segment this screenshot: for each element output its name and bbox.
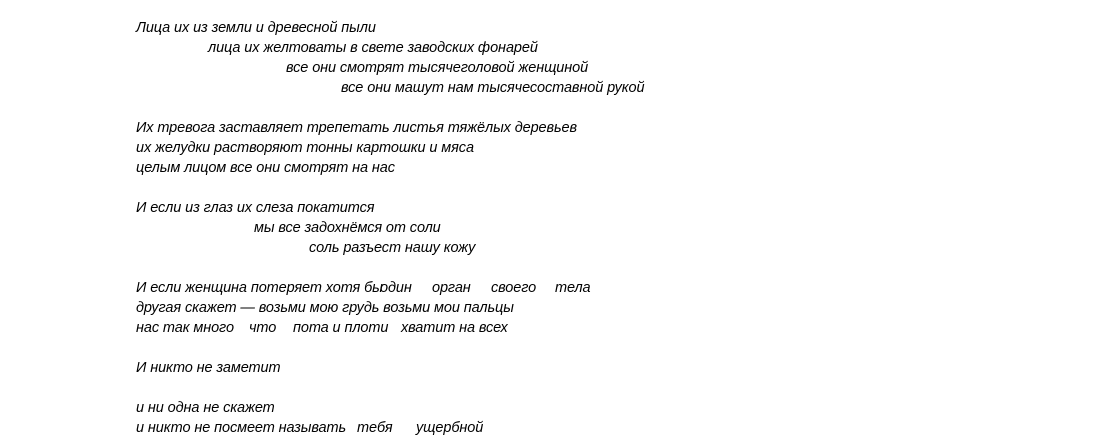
poem-line: Их тревога заставляет трепетать листья тяжёлых деревьев (136, 120, 577, 136)
poem-word: пота и плоти (293, 320, 389, 336)
poem-line: целым лицом все они смотрят на нас (136, 160, 395, 176)
poem-word: орган (432, 280, 471, 296)
poem-line: лица их желтоваты в свете заводских фонарей (208, 40, 538, 56)
poem-line: И никто не заметит (136, 360, 281, 376)
poem-line: и никто не посмеет называть (136, 420, 346, 436)
poem-line: другая скажет — возьми мою грудь возьми мои пальцы (136, 300, 514, 316)
poem-line: все они смотрят тысячеголовой женщиной (286, 60, 589, 76)
poem-word: один (380, 280, 412, 296)
poem-line: их желудки растворяют тонны картошки и мяса (136, 140, 474, 156)
poem-line: мы все задохнёмся от соли (254, 220, 441, 236)
poem-line: нас так много (136, 320, 234, 336)
poem-line: и ни одна не скажет (136, 400, 275, 416)
poem-word: хватит на всех (401, 320, 508, 336)
poem-word: что (249, 320, 277, 336)
poem-word: тебя (357, 420, 393, 436)
poem-word: своего (491, 280, 537, 296)
poem-word: тела (555, 280, 591, 296)
poem-line: соль разъест нашу кожу (309, 240, 476, 256)
poem-line: И если из глаз их слеза покатится (136, 200, 375, 216)
poem-line: все они машут нам тысячесоставной рукой (341, 80, 645, 96)
poem-line: И если женщина потеряет хотя бы (136, 280, 383, 296)
poem-line: Лица их из земли и древесной пыли (136, 20, 376, 36)
poem-word: ущербной (416, 420, 484, 436)
